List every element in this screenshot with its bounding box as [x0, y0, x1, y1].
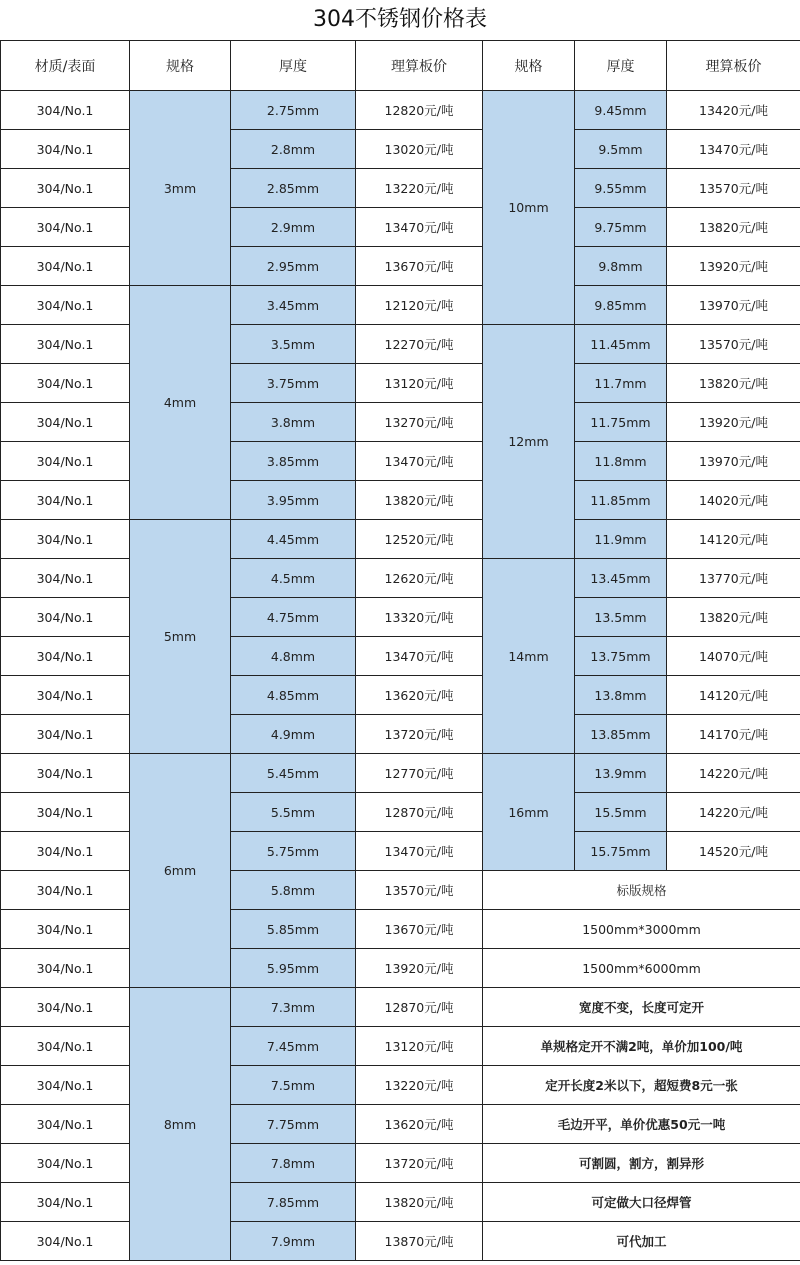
material-cell: 304/No.1 — [1, 754, 130, 793]
material-cell: 304/No.1 — [1, 130, 130, 169]
thickness-cell: 7.45mm — [231, 1027, 356, 1066]
material-cell: 304/No.1 — [1, 1183, 130, 1222]
price-cell-right: 14220元/吨 — [667, 793, 800, 832]
material-cell: 304/No.1 — [1, 832, 130, 871]
material-cell: 304/No.1 — [1, 871, 130, 910]
price-table-body — [1, 41, 800, 1261]
price-cell: 13570元/吨 — [356, 871, 483, 910]
thickness-cell: 3.45mm — [231, 286, 356, 325]
material-cell: 304/No.1 — [1, 1066, 130, 1105]
material-cell: 304/No.1 — [1, 598, 130, 637]
thickness-cell-right: 11.7mm — [575, 364, 667, 403]
spec-cell: 6mm — [130, 754, 231, 988]
price-cell-right: 13820元/吨 — [667, 208, 800, 247]
price-cell: 12770元/吨 — [356, 754, 483, 793]
material-cell: 304/No.1 — [1, 520, 130, 559]
table-row — [1, 715, 800, 754]
table-row — [1, 481, 800, 520]
price-cell-right: 14170元/吨 — [667, 715, 800, 754]
table-row — [1, 676, 800, 715]
thickness-cell: 5.95mm — [231, 949, 356, 988]
table-row — [1, 910, 800, 949]
note-cell: 可代加工 — [483, 1222, 800, 1261]
price-cell-right: 14520元/吨 — [667, 832, 800, 871]
material-cell: 304/No.1 — [1, 91, 130, 130]
thickness-cell: 2.8mm — [231, 130, 356, 169]
thickness-cell: 7.9mm — [231, 1222, 356, 1261]
table-row — [1, 286, 800, 325]
price-cell: 13020元/吨 — [356, 130, 483, 169]
note-cell: 单规格定开不满2吨，单价加100/吨 — [483, 1027, 800, 1066]
thickness-cell-right: 11.8mm — [575, 442, 667, 481]
table-row — [1, 130, 800, 169]
thickness-cell: 5.45mm — [231, 754, 356, 793]
thickness-cell: 3.75mm — [231, 364, 356, 403]
note-cell: 毛边开平，单价优惠50元一吨 — [483, 1105, 800, 1144]
thickness-cell: 2.95mm — [231, 247, 356, 286]
thickness-cell-right: 13.85mm — [575, 715, 667, 754]
price-cell: 13670元/吨 — [356, 247, 483, 286]
price-cell-right: 14070元/吨 — [667, 637, 800, 676]
price-cell: 13720元/吨 — [356, 1144, 483, 1183]
table-row — [1, 1105, 800, 1144]
price-cell: 13270元/吨 — [356, 403, 483, 442]
thickness-cell-right: 13.45mm — [575, 559, 667, 598]
table-row — [1, 1144, 800, 1183]
thickness-cell: 5.75mm — [231, 832, 356, 871]
material-cell: 304/No.1 — [1, 637, 130, 676]
spec-cell: 4mm — [130, 286, 231, 520]
price-cell: 13220元/吨 — [356, 1066, 483, 1105]
table-row — [1, 247, 800, 286]
table-row — [1, 832, 800, 871]
price-cell: 13820元/吨 — [356, 1183, 483, 1222]
header-row — [1, 41, 800, 91]
table-row — [1, 637, 800, 676]
price-cell-right: 13970元/吨 — [667, 442, 800, 481]
thickness-cell: 5.85mm — [231, 910, 356, 949]
price-cell: 13120元/吨 — [356, 1027, 483, 1066]
thickness-cell: 5.8mm — [231, 871, 356, 910]
price-cell: 13120元/吨 — [356, 364, 483, 403]
price-cell: 12620元/吨 — [356, 559, 483, 598]
thickness-cell-right: 13.75mm — [575, 637, 667, 676]
note-cell: 宽度不变，长度可定开 — [483, 988, 800, 1027]
header-price: 理算板价 — [356, 41, 483, 91]
note-cell: 可定做大口径焊管 — [483, 1183, 800, 1222]
price-cell-right: 13970元/吨 — [667, 286, 800, 325]
price-cell-right: 13570元/吨 — [667, 169, 800, 208]
table-row — [1, 208, 800, 247]
spec-cell: 8mm — [130, 988, 231, 1261]
price-cell: 12270元/吨 — [356, 325, 483, 364]
price-cell: 12820元/吨 — [356, 91, 483, 130]
material-cell: 304/No.1 — [1, 1105, 130, 1144]
note-cell: 可割圆，割方，割异形 — [483, 1144, 800, 1183]
header-thickness-right: 厚度 — [575, 41, 667, 91]
price-cell: 13320元/吨 — [356, 598, 483, 637]
price-cell-right: 13820元/吨 — [667, 598, 800, 637]
price-cell-right: 14020元/吨 — [667, 481, 800, 520]
thickness-cell-right: 13.9mm — [575, 754, 667, 793]
header-thickness: 厚度 — [231, 41, 356, 91]
note-cell: 1500mm*6000mm — [483, 949, 800, 988]
material-cell: 304/No.1 — [1, 247, 130, 286]
thickness-cell: 2.85mm — [231, 169, 356, 208]
price-cell: 13470元/吨 — [356, 442, 483, 481]
material-cell: 304/No.1 — [1, 442, 130, 481]
thickness-cell: 7.75mm — [231, 1105, 356, 1144]
table-row — [1, 988, 800, 1027]
thickness-cell-right: 11.85mm — [575, 481, 667, 520]
price-cell-right: 14120元/吨 — [667, 520, 800, 559]
table-row — [1, 1027, 800, 1066]
thickness-cell: 4.8mm — [231, 637, 356, 676]
price-cell-right: 14120元/吨 — [667, 676, 800, 715]
material-cell: 304/No.1 — [1, 169, 130, 208]
price-cell-right: 13920元/吨 — [667, 403, 800, 442]
price-cell: 12120元/吨 — [356, 286, 483, 325]
page-title: 304不锈钢价格表 — [313, 7, 487, 32]
price-cell: 12870元/吨 — [356, 793, 483, 832]
thickness-cell: 4.45mm — [231, 520, 356, 559]
price-cell: 13470元/吨 — [356, 637, 483, 676]
price-cell-right: 13920元/吨 — [667, 247, 800, 286]
price-cell: 13620元/吨 — [356, 676, 483, 715]
material-cell: 304/No.1 — [1, 949, 130, 988]
material-cell: 304/No.1 — [1, 208, 130, 247]
material-cell: 304/No.1 — [1, 1222, 130, 1261]
thickness-cell-right: 15.5mm — [575, 793, 667, 832]
table-row — [1, 91, 800, 130]
thickness-cell: 7.5mm — [231, 1066, 356, 1105]
thickness-cell-right: 9.8mm — [575, 247, 667, 286]
thickness-cell-right: 9.5mm — [575, 130, 667, 169]
header-material: 材质/表面 — [1, 41, 130, 91]
material-cell: 304/No.1 — [1, 325, 130, 364]
price-cell: 13220元/吨 — [356, 169, 483, 208]
thickness-cell: 7.85mm — [231, 1183, 356, 1222]
thickness-cell-right: 9.85mm — [575, 286, 667, 325]
table-row — [1, 559, 800, 598]
material-cell: 304/No.1 — [1, 364, 130, 403]
price-cell-right: 13770元/吨 — [667, 559, 800, 598]
material-cell: 304/No.1 — [1, 793, 130, 832]
material-cell: 304/No.1 — [1, 676, 130, 715]
price-cell: 13720元/吨 — [356, 715, 483, 754]
spec-cell-right: 14mm — [483, 559, 575, 754]
spec-cell: 5mm — [130, 520, 231, 754]
thickness-cell: 4.75mm — [231, 598, 356, 637]
price-cell-right: 13820元/吨 — [667, 364, 800, 403]
table-row — [1, 325, 800, 364]
material-cell: 304/No.1 — [1, 1144, 130, 1183]
table-row — [1, 793, 800, 832]
material-cell: 304/No.1 — [1, 910, 130, 949]
price-cell: 13820元/吨 — [356, 481, 483, 520]
material-cell: 304/No.1 — [1, 481, 130, 520]
table-row — [1, 169, 800, 208]
price-cell-right: 13420元/吨 — [667, 91, 800, 130]
table-row — [1, 1183, 800, 1222]
header-spec: 规格 — [130, 41, 231, 91]
header-price-right: 理算板价 — [667, 41, 800, 91]
table-row — [1, 1222, 800, 1261]
note-cell: 1500mm*3000mm — [483, 910, 800, 949]
price-cell: 13870元/吨 — [356, 1222, 483, 1261]
spec-cell: 3mm — [130, 91, 231, 286]
thickness-cell: 5.5mm — [231, 793, 356, 832]
price-cell: 12870元/吨 — [356, 988, 483, 1027]
table-row — [1, 754, 800, 793]
table-row — [1, 364, 800, 403]
thickness-cell: 3.8mm — [231, 403, 356, 442]
price-cell: 12520元/吨 — [356, 520, 483, 559]
thickness-cell-right: 13.8mm — [575, 676, 667, 715]
material-cell: 304/No.1 — [1, 403, 130, 442]
price-cell-right: 13570元/吨 — [667, 325, 800, 364]
thickness-cell-right: 11.45mm — [575, 325, 667, 364]
spec-cell-right: 16mm — [483, 754, 575, 871]
material-cell: 304/No.1 — [1, 988, 130, 1027]
thickness-cell: 4.9mm — [231, 715, 356, 754]
thickness-cell: 3.85mm — [231, 442, 356, 481]
material-cell: 304/No.1 — [1, 286, 130, 325]
price-cell: 13620元/吨 — [356, 1105, 483, 1144]
price-cell-right: 13470元/吨 — [667, 130, 800, 169]
note-cell: 定开长度2米以下，超短费8元一张 — [483, 1066, 800, 1105]
table-row — [1, 598, 800, 637]
thickness-cell: 2.75mm — [231, 91, 356, 130]
table-row — [1, 949, 800, 988]
material-cell: 304/No.1 — [1, 559, 130, 598]
price-cell: 13920元/吨 — [356, 949, 483, 988]
thickness-cell-right: 11.75mm — [575, 403, 667, 442]
material-cell: 304/No.1 — [1, 1027, 130, 1066]
table-row — [1, 442, 800, 481]
spec-cell-right: 12mm — [483, 325, 575, 559]
table-row — [1, 520, 800, 559]
table-row — [1, 1066, 800, 1105]
note-cell: 标版规格 — [483, 871, 800, 910]
thickness-cell: 4.5mm — [231, 559, 356, 598]
thickness-cell: 2.9mm — [231, 208, 356, 247]
thickness-cell-right: 11.9mm — [575, 520, 667, 559]
thickness-cell-right: 9.75mm — [575, 208, 667, 247]
price-cell: 13470元/吨 — [356, 208, 483, 247]
thickness-cell: 7.8mm — [231, 1144, 356, 1183]
table-row — [1, 403, 800, 442]
thickness-cell: 3.95mm — [231, 481, 356, 520]
price-table — [0, 40, 800, 1261]
thickness-cell-right: 9.45mm — [575, 91, 667, 130]
thickness-cell-right: 15.75mm — [575, 832, 667, 871]
price-cell-right: 14220元/吨 — [667, 754, 800, 793]
price-cell: 13470元/吨 — [356, 832, 483, 871]
thickness-cell-right: 9.55mm — [575, 169, 667, 208]
thickness-cell: 3.5mm — [231, 325, 356, 364]
header-spec-right: 规格 — [483, 41, 575, 91]
thickness-cell-right: 13.5mm — [575, 598, 667, 637]
spec-cell-right: 10mm — [483, 91, 575, 325]
price-cell: 13670元/吨 — [356, 910, 483, 949]
thickness-cell: 4.85mm — [231, 676, 356, 715]
thickness-cell: 7.3mm — [231, 988, 356, 1027]
material-cell: 304/No.1 — [1, 715, 130, 754]
table-row — [1, 871, 800, 910]
